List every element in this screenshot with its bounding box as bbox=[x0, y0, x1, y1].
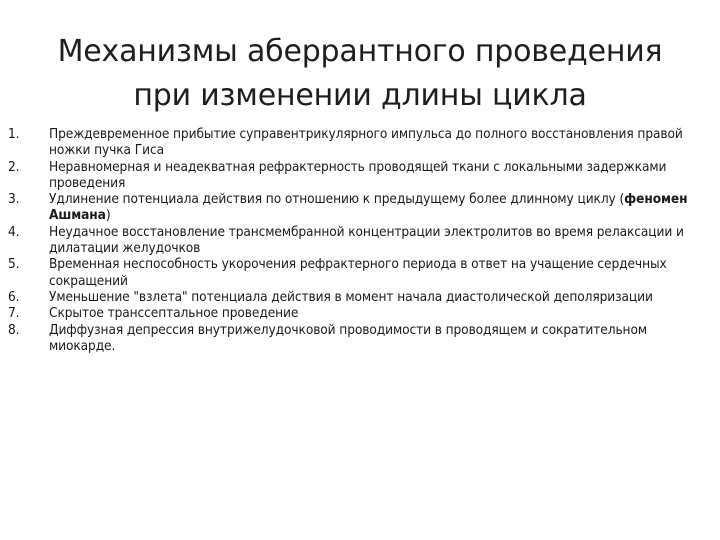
mechanisms-list bbox=[8, 126, 714, 354]
list-item-number: 8. bbox=[8, 321, 20, 338]
title-line-2: при изменении длины цикла bbox=[133, 78, 587, 114]
list-item-text-part: Удлинение потенциала действия по отношению к предыдущему более длинному циклу ( bbox=[49, 191, 625, 208]
list-item-text: Неудачное восстановление трансмембранной концентрации электролитов во время релаксации и дилатации желудочков bbox=[49, 223, 684, 257]
list-item-number: 5. bbox=[8, 256, 20, 273]
list-item-text: Скрытое транссептальное проведение bbox=[49, 305, 299, 322]
list-item-text-part: ) bbox=[105, 207, 111, 224]
list-item bbox=[8, 224, 714, 257]
list-item bbox=[8, 191, 714, 224]
list-item bbox=[8, 159, 714, 192]
list-item bbox=[8, 126, 714, 159]
list-item bbox=[8, 289, 714, 305]
list-item bbox=[8, 305, 714, 321]
list-item-number: 4. bbox=[8, 223, 20, 240]
title-line-1: Механизмы аберрантного проведения bbox=[57, 34, 663, 70]
list-item-text: Диффузная депрессия внутрижелудочковой проводимости в проводящем и сократительном миокарде. bbox=[49, 321, 647, 354]
list-item-number: 1. bbox=[8, 126, 20, 142]
list-item-text: Преждевременное прибытие суправентрикулярного импульса до полного восстановления правой ножки пучка Гиса bbox=[49, 126, 683, 159]
list-item-text bbox=[49, 191, 687, 223]
ashman-phenomenon-term: феномен Ашмана bbox=[49, 191, 688, 224]
list-item-text: Неравномерная и неадекватная рефрактерность проводящей ткани с локальными задержками проведения bbox=[49, 158, 667, 191]
list-item-number: 7. bbox=[8, 305, 20, 322]
list-item-number: 2. bbox=[8, 158, 20, 175]
slide-title bbox=[10, 30, 710, 118]
list-item bbox=[8, 322, 714, 355]
list-item-text: Уменьшение "взлета" потенциала действия в момент начала диастолической деполяризации bbox=[49, 288, 653, 305]
list-item-number: 3. bbox=[8, 191, 20, 208]
list-item bbox=[8, 256, 714, 289]
list-item-text: Временная неспособность укорочения рефрактерного периода в ответ на учащение сердечных сокращений bbox=[49, 256, 667, 289]
list-item-number: 6. bbox=[8, 288, 20, 305]
